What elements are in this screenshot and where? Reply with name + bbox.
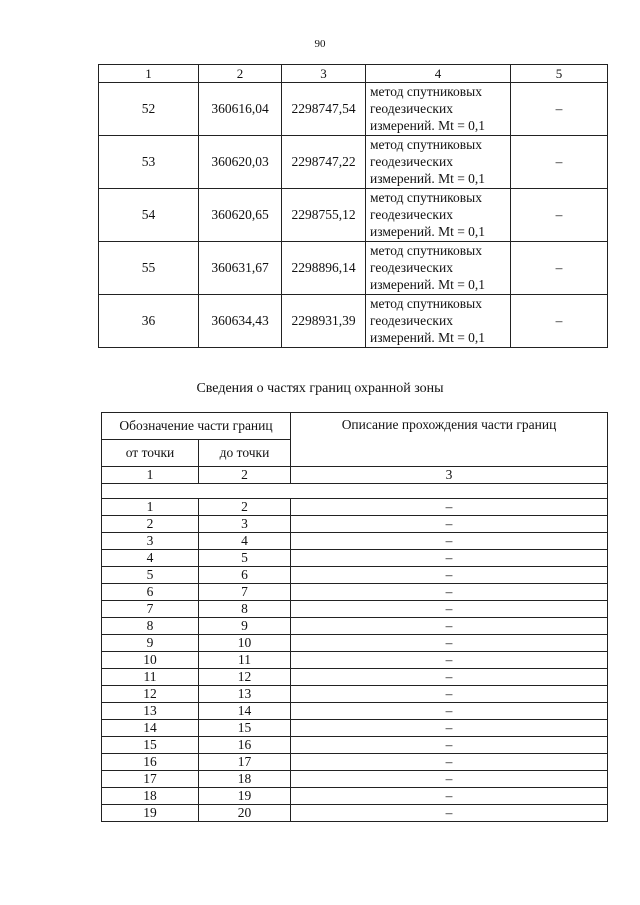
col-number-header: 4: [366, 65, 511, 83]
boundary-description-header: Описание прохождения части границ: [291, 413, 608, 467]
point-number-cell: 52: [99, 83, 199, 136]
x-coordinate-cell: 360634,43: [199, 295, 282, 348]
x-coordinate-cell: 360620,03: [199, 136, 282, 189]
method-cell: [366, 295, 511, 348]
to-point-cell: 17: [199, 754, 291, 771]
to-point-cell: 7: [199, 584, 291, 601]
col-number-header: 1: [99, 65, 199, 83]
method-line: метод спутниковых: [370, 84, 482, 99]
boundary-row: [102, 635, 608, 652]
from-point-cell: 14: [102, 720, 199, 737]
method-line: измерений. Mt = 0,1: [370, 330, 486, 345]
col-number-header: 5: [511, 65, 608, 83]
method-line: измерений. Mt = 0,1: [370, 277, 486, 292]
method-cell: [366, 136, 511, 189]
to-point-cell: 12: [199, 669, 291, 686]
description-cell: –: [291, 686, 608, 703]
coordinates-header-row: [99, 65, 608, 83]
method-line: геодезических: [370, 260, 453, 275]
boundary-row: [102, 737, 608, 754]
from-point-cell: 16: [102, 754, 199, 771]
boundary-designation-header: Обозначение части границ: [102, 413, 291, 440]
from-point-cell: 4: [102, 550, 199, 567]
from-point-cell: 5: [102, 567, 199, 584]
boundary-row: [102, 584, 608, 601]
y-coordinate-cell: 2298755,12: [282, 189, 366, 242]
description-cell: –: [291, 499, 608, 516]
x-coordinate-cell: 360616,04: [199, 83, 282, 136]
description-cell: –: [291, 754, 608, 771]
col-number-header: 2: [199, 467, 291, 484]
from-point-cell: 19: [102, 805, 199, 822]
from-point-cell: 15: [102, 737, 199, 754]
method-cell: [366, 242, 511, 295]
from-point-cell: 1: [102, 499, 199, 516]
to-point-cell: 6: [199, 567, 291, 584]
from-point-cell: 3: [102, 533, 199, 550]
note-cell: –: [511, 83, 608, 136]
to-point-cell: 4: [199, 533, 291, 550]
coordinates-row: [99, 136, 608, 189]
to-point-cell: 19: [199, 788, 291, 805]
boundary-row: [102, 567, 608, 584]
note-cell: –: [511, 136, 608, 189]
boundary-row: [102, 686, 608, 703]
boundary-parts-table: [101, 412, 608, 822]
boundary-row: [102, 550, 608, 567]
method-line: геодезических: [370, 154, 453, 169]
boundary-row: [102, 805, 608, 822]
point-number-cell: 54: [99, 189, 199, 242]
method-cell: [366, 83, 511, 136]
note-cell: –: [511, 189, 608, 242]
description-cell: –: [291, 771, 608, 788]
from-point-cell: 11: [102, 669, 199, 686]
boundary-row: [102, 533, 608, 550]
y-coordinate-cell: 2298931,39: [282, 295, 366, 348]
description-cell: –: [291, 618, 608, 635]
to-point-cell: 3: [199, 516, 291, 533]
to-point-cell: 5: [199, 550, 291, 567]
description-cell: –: [291, 533, 608, 550]
to-point-cell: 18: [199, 771, 291, 788]
description-cell: –: [291, 720, 608, 737]
boundary-row: [102, 499, 608, 516]
to-point-header: до точки: [199, 440, 291, 467]
method-line: метод спутниковых: [370, 137, 482, 152]
method-line: метод спутниковых: [370, 243, 482, 258]
y-coordinate-cell: 2298747,54: [282, 83, 366, 136]
method-line: измерений. Mt = 0,1: [370, 118, 486, 133]
point-number-cell: 36: [99, 295, 199, 348]
description-cell: –: [291, 550, 608, 567]
col-number-header: 1: [102, 467, 199, 484]
boundary-row: [102, 720, 608, 737]
boundary-row: [102, 618, 608, 635]
from-point-cell: 10: [102, 652, 199, 669]
description-cell: –: [291, 737, 608, 754]
to-point-cell: 16: [199, 737, 291, 754]
description-cell: –: [291, 669, 608, 686]
boundary-row: [102, 771, 608, 788]
to-point-cell: 15: [199, 720, 291, 737]
from-point-cell: 13: [102, 703, 199, 720]
description-cell: –: [291, 584, 608, 601]
method-cell: [366, 189, 511, 242]
description-cell: –: [291, 652, 608, 669]
col-number-header: 3: [282, 65, 366, 83]
from-point-cell: 17: [102, 771, 199, 788]
point-number-cell: 53: [99, 136, 199, 189]
boundary-row: [102, 652, 608, 669]
empty-row: [102, 484, 608, 499]
description-cell: –: [291, 805, 608, 822]
from-point-header: от точки: [102, 440, 199, 467]
boundary-row: [102, 703, 608, 720]
method-line: геодезических: [370, 207, 453, 222]
method-line: геодезических: [370, 313, 453, 328]
from-point-cell: 7: [102, 601, 199, 618]
method-line: геодезических: [370, 101, 453, 116]
from-point-cell: 18: [102, 788, 199, 805]
empty-cell: [102, 484, 608, 499]
to-point-cell: 11: [199, 652, 291, 669]
col-number-header: 3: [291, 467, 608, 484]
boundary-row: [102, 516, 608, 533]
method-line: метод спутниковых: [370, 296, 482, 311]
point-number-cell: 55: [99, 242, 199, 295]
description-cell: –: [291, 703, 608, 720]
coordinates-row: [99, 242, 608, 295]
to-point-cell: 14: [199, 703, 291, 720]
coordinates-row: [99, 83, 608, 136]
description-cell: –: [291, 601, 608, 618]
coordinates-row: [99, 295, 608, 348]
x-coordinate-cell: 360631,67: [199, 242, 282, 295]
section-title: Сведения о частях границ охранной зоны: [196, 381, 444, 396]
page-number: 90: [314, 38, 326, 50]
to-point-cell: 13: [199, 686, 291, 703]
boundary-row: [102, 754, 608, 771]
from-point-cell: 8: [102, 618, 199, 635]
coordinates-table: [98, 64, 608, 348]
to-point-cell: 9: [199, 618, 291, 635]
method-line: измерений. Mt = 0,1: [370, 224, 486, 239]
x-coordinate-cell: 360620,65: [199, 189, 282, 242]
from-point-cell: 12: [102, 686, 199, 703]
to-point-cell: 8: [199, 601, 291, 618]
col-number-header: 2: [199, 65, 282, 83]
to-point-cell: 10: [199, 635, 291, 652]
from-point-cell: 6: [102, 584, 199, 601]
coordinates-row: [99, 189, 608, 242]
description-cell: –: [291, 516, 608, 533]
description-cell: –: [291, 635, 608, 652]
boundary-row: [102, 669, 608, 686]
boundary-colnum-row: [102, 467, 608, 484]
from-point-cell: 2: [102, 516, 199, 533]
to-point-cell: 2: [199, 499, 291, 516]
y-coordinate-cell: 2298747,22: [282, 136, 366, 189]
description-cell: –: [291, 567, 608, 584]
boundary-row: [102, 788, 608, 805]
method-line: метод спутниковых: [370, 190, 482, 205]
y-coordinate-cell: 2298896,14: [282, 242, 366, 295]
description-cell: –: [291, 788, 608, 805]
note-cell: –: [511, 242, 608, 295]
boundary-header-row: [102, 413, 608, 440]
from-point-cell: 9: [102, 635, 199, 652]
method-line: измерений. Mt = 0,1: [370, 171, 486, 186]
boundary-row: [102, 601, 608, 618]
note-cell: –: [511, 295, 608, 348]
to-point-cell: 20: [199, 805, 291, 822]
